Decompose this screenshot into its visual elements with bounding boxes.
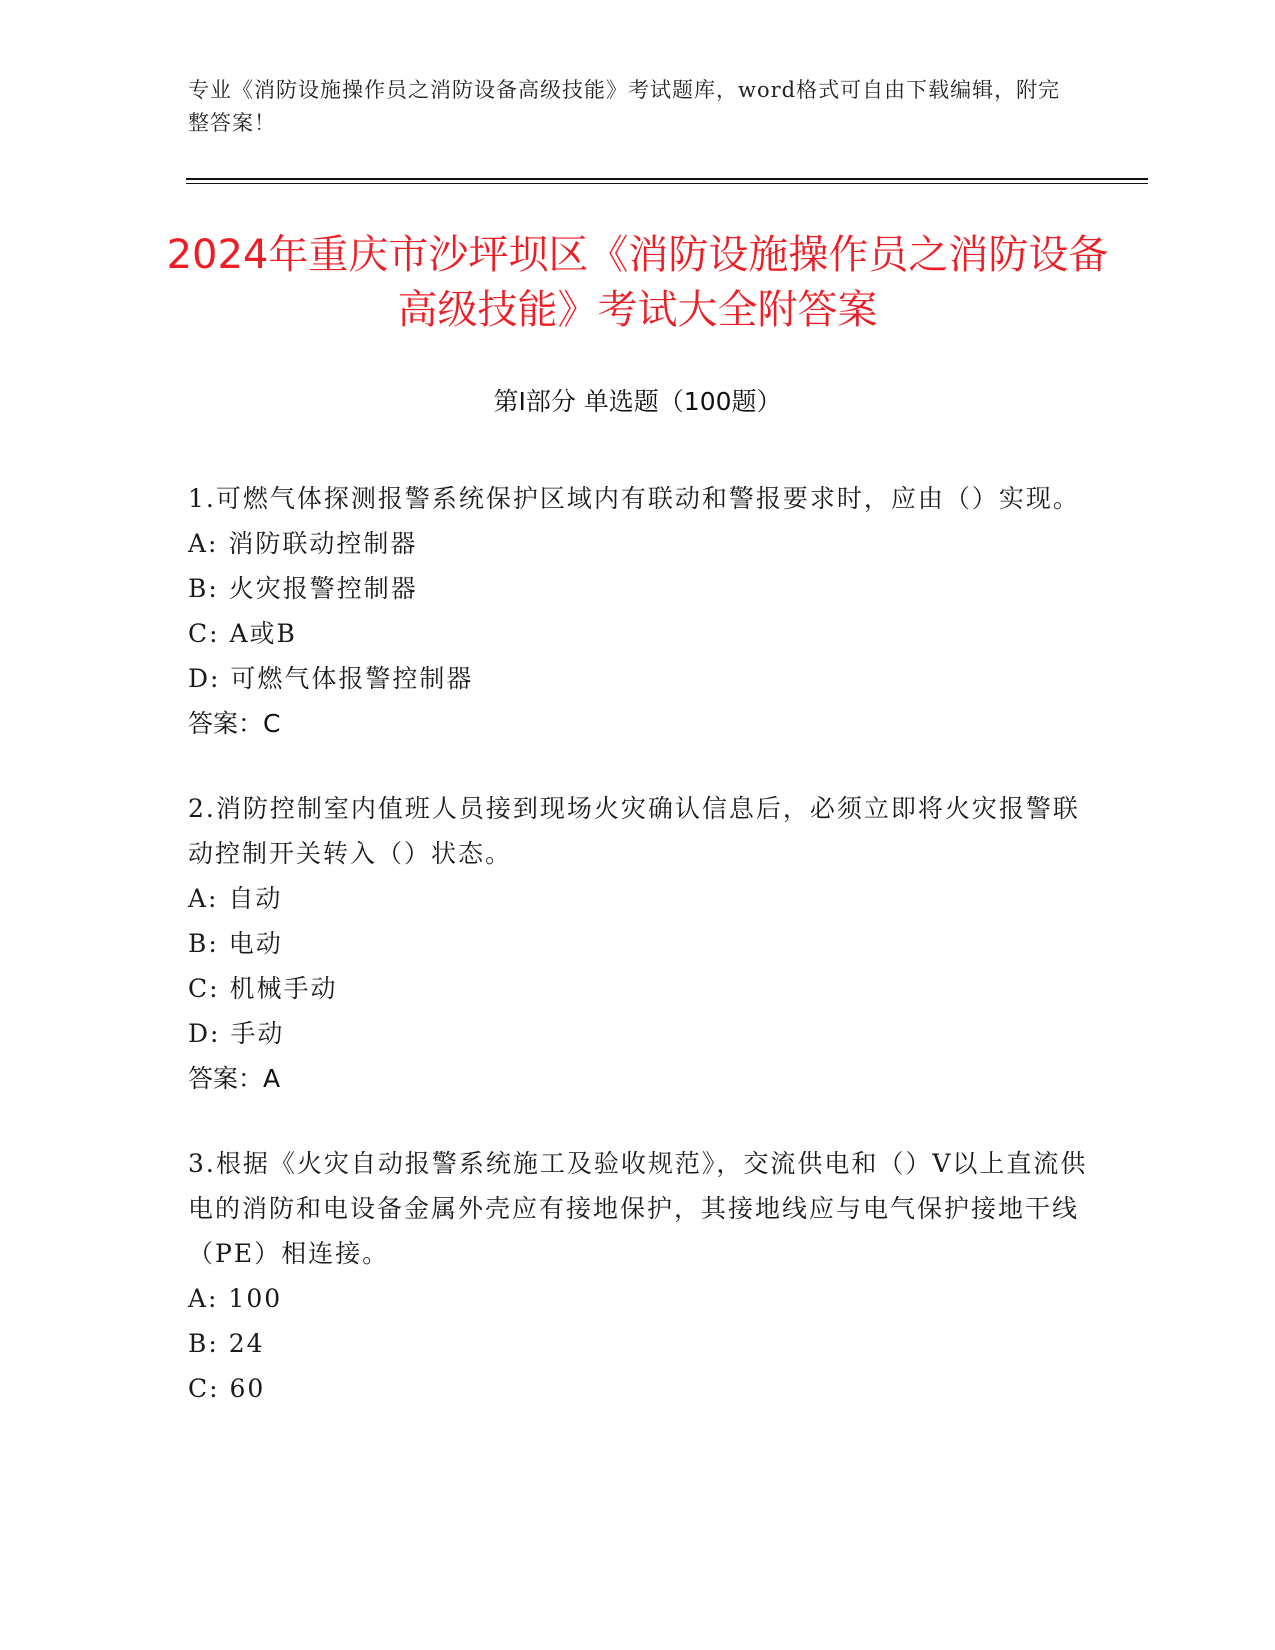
option-b: B: 电动 [188, 929, 283, 958]
question-3 [188, 1141, 1088, 1411]
option-a: A: 100 [188, 1284, 283, 1313]
option-b: B: 火灾报警控制器 [188, 574, 418, 603]
option-c: C: 机械手动 [188, 974, 338, 1003]
question-stem: 1.可燃气体探测报警系统保护区域内有联动和警报要求时，应由（）实现。 [188, 484, 1080, 513]
option-a: A: 消防联动控制器 [188, 529, 418, 558]
option-c: C: 60 [188, 1374, 266, 1403]
option-a: A: 自动 [188, 884, 283, 913]
answer: 答案：A [188, 1064, 281, 1093]
question-1 [188, 476, 1088, 746]
answer: 答案：C [188, 709, 281, 738]
section-title: 第I部分 单选题（100题） [493, 387, 782, 416]
question-stem: 2.消防控制室内值班人员接到现场火灾确认信息后，必须立即将火灾报警联动控制开关转入（）状态。 [188, 794, 1080, 868]
question-2 [188, 786, 1088, 1101]
option-b: B: 24 [188, 1329, 265, 1358]
header-divider-thin [186, 183, 1148, 184]
header-note: 专业《消防设施操作员之消防设备高级技能》考试题库，word格式可自由下载编辑，附完整答案！ [188, 78, 1061, 135]
header-divider [186, 178, 1148, 180]
option-d: D: 手动 [188, 1019, 285, 1048]
question-list [188, 476, 1088, 1451]
question-stem: 3.根据《火灾自动报警系统施工及验收规范》，交流供电和（）V以上直流供电的消防和电设备金属外壳应有接地保护，其接地线应与电气保护接地干线（PE）相连接。 [188, 1149, 1088, 1268]
option-d: D: 可燃气体报警控制器 [188, 664, 474, 693]
document-title: 2024年重庆市沙坪坝区《消防设施操作员之消防设备高级技能》考试大全附答案 [166, 232, 1109, 333]
option-c: C: A或B [188, 619, 297, 648]
